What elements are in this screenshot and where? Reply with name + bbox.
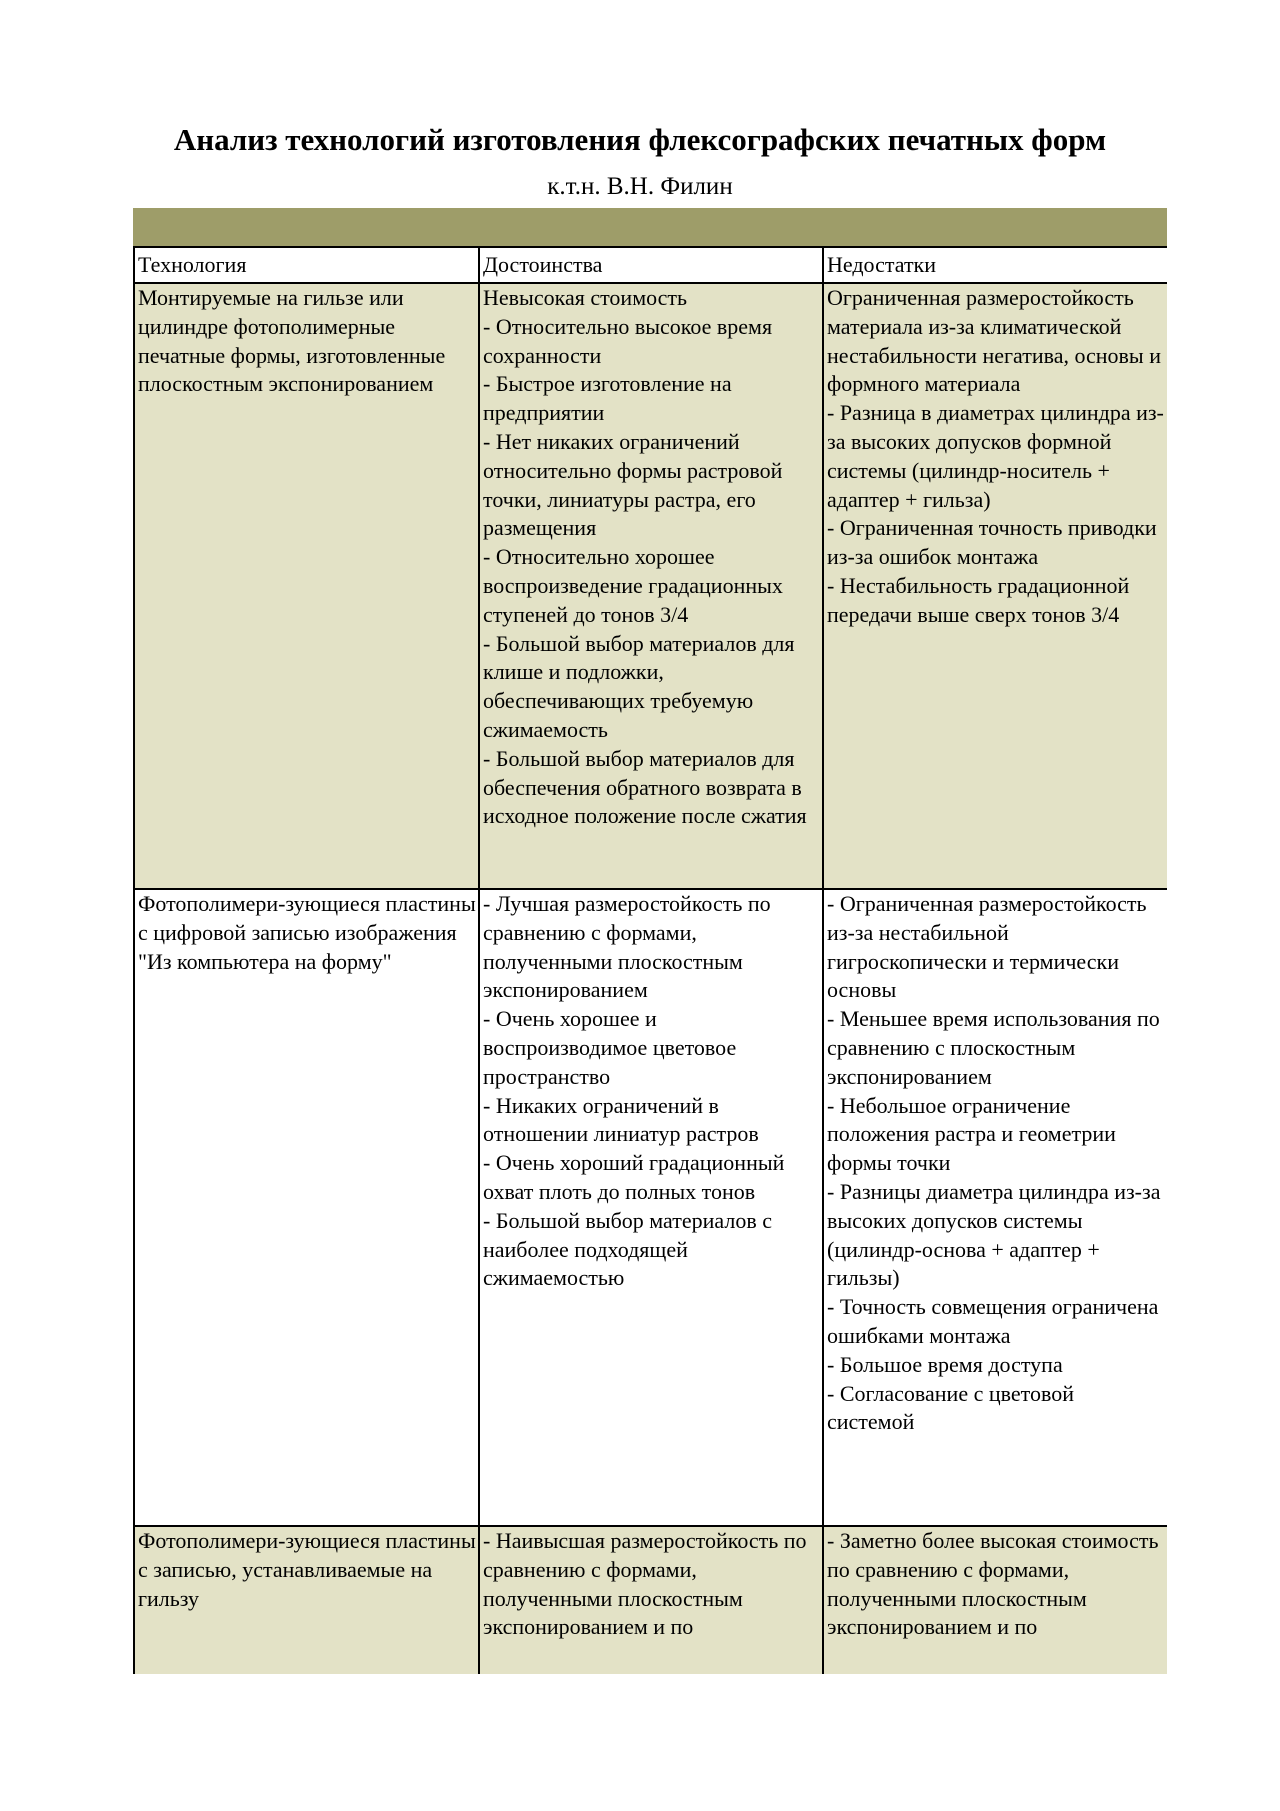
comparison-table-container [133, 208, 1167, 1674]
header-disadvantages: Недостатки [823, 247, 1167, 283]
cell-technology: Фотополимери-зующиеся пластины с цифровой записью изображения "Из компьютера на форму" [134, 889, 479, 1526]
cell-advantages: Невысокая стоимость - Относительно высокое время сохранности - Быстрое изготовление на предприятии - Нет никаких ограничений относительно формы растровой точки, линиатуры растра, его размещения - Относительно хорошее воспроизведение градационных ступеней до тонов 3/4 - Большой выбор материалов для клише и подложки, обеспечивающих требуемую сжимаемость - Большой выбор материалов для обеспечения обратного возврата в исходное положение после сжатия [479, 283, 823, 889]
document-author: к.т.н. В.Н. Филин [547, 173, 733, 200]
cell-disadvantages: Ограниченная размеростойкость материала из-за климатической нестабильности негатива, основы и формного материала - Разница в диаметрах цилиндра из-за высоких допусков формной системы (цилиндр-носитель + адаптер + гильза) - Ограниченная точность приводки из-за ошибок монтажа - Нестабильность градационной передачи выше сверх тонов 3/4 [823, 283, 1167, 889]
cell-disadvantages: - Ограниченная размеростойкость из-за нестабильной гигроскопически и термически основы - Меньшее время использования по сравнению с плоскостным экспонированием - Небольшое ограничение положения растра и геометрии формы точки - Разницы диаметра цилиндра из-за высоких допусков системы (цилиндр-основа + адаптер + гильзы) - Точность совмещения ограничена ошибками монтажа - Большое время доступа - Согласование с цветовой системой [823, 889, 1167, 1526]
table-row [134, 889, 1167, 1526]
table-header-band [133, 208, 1167, 246]
header-technology: Технология [134, 247, 479, 283]
cell-advantages: - Лучшая размеростойкость по сравнению с формами, полученными плоскостным экспонированием - Очень хорошее и воспроизводимое цветовое пространство - Никаких ограничений в отношении линиатур растров - Очень хороший градационный охват плоть до полных тонов - Большой выбор материалов с наиболее подходящей сжимаемостью [479, 889, 823, 1526]
table-header-row [134, 247, 1167, 283]
header-advantages: Достоинства [479, 247, 823, 283]
cell-technology: Монтируемые на гильзе или цилиндре фотополимерные печатные формы, изготовленные плоскостным экспонированием [134, 283, 479, 889]
cell-advantages: - Наивысшая размеростойкость по сравнению с формами, полученными плоскостным экспонированием и по [479, 1526, 823, 1674]
cell-technology: Фотополимери-зующиеся пластины с записью, устанавливаемые на гильзу [134, 1526, 479, 1674]
table-row [134, 283, 1167, 889]
document-title: Анализ технологий изготовления флексографских печатных форм [173, 122, 1107, 157]
table-row [134, 1526, 1167, 1674]
cell-disadvantages: - Заметно более высокая стоимость по сравнению с формами, полученными плоскостным экспонированием и по [823, 1526, 1167, 1674]
comparison-table [133, 246, 1167, 1674]
